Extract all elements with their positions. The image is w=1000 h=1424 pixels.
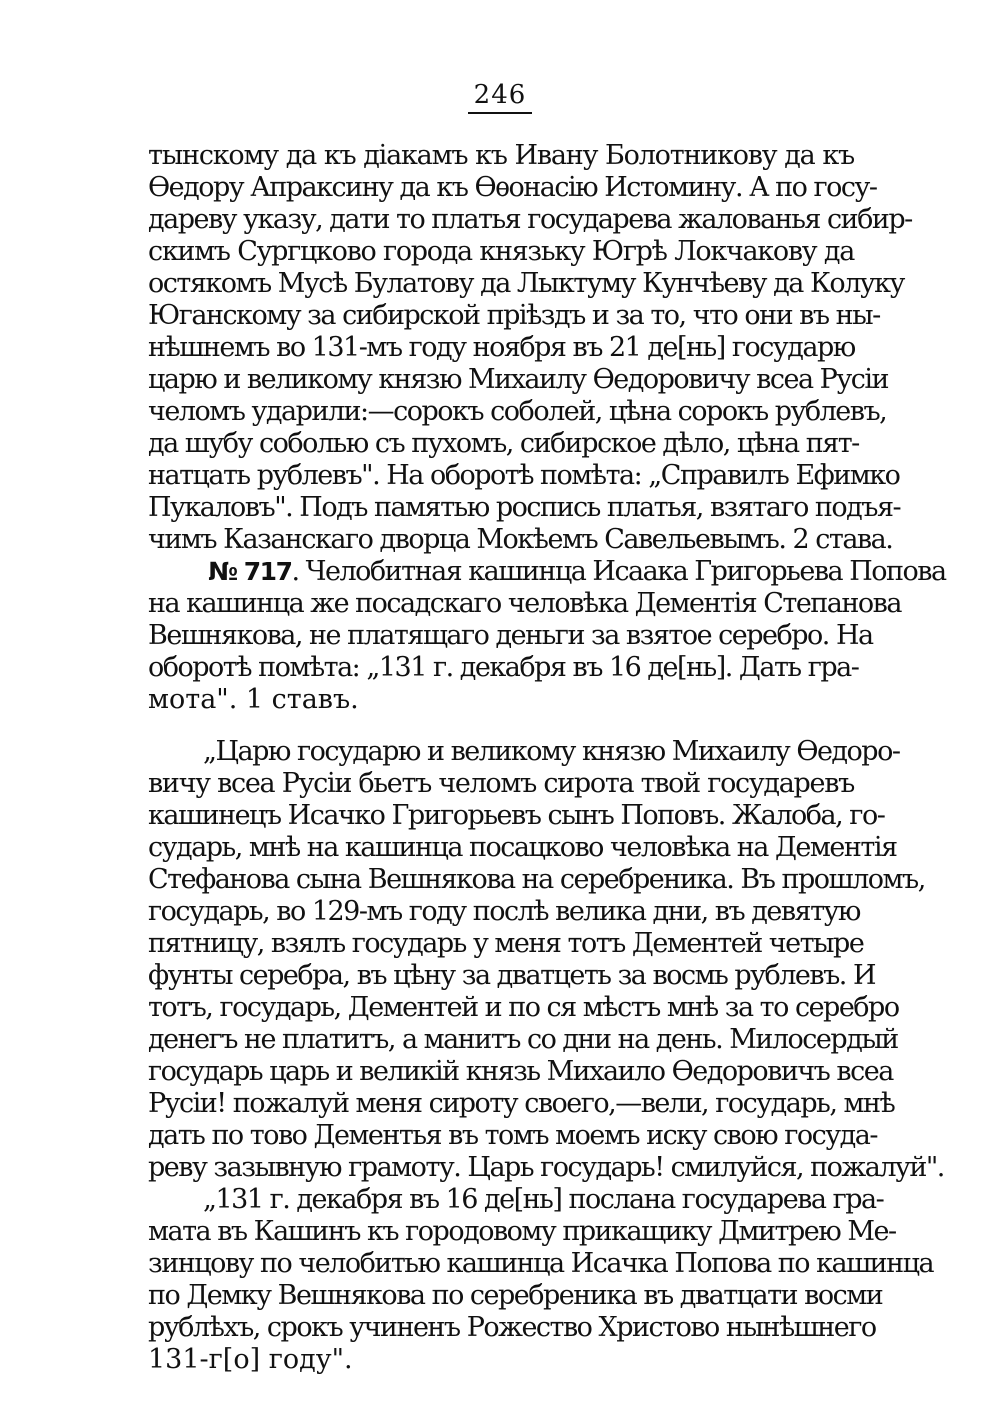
- entry-title: . Челобитная кашинца Исаака Григорьева Попова: [291, 556, 946, 587]
- text-line: натцать рублевъ". На оборотѣ помѣта: „Справилъ Ефимко: [148, 460, 900, 491]
- text-line: дареву указу, дати то платья государева жалованья сибир-: [148, 204, 912, 235]
- text-line: да шубу соболью съ пухомъ, сибирское дѣло, цѣна пят-: [148, 428, 859, 459]
- entry-heading-line: [208, 556, 946, 588]
- text-line: „131 г. декабря въ 16 де[нь] послана государева гра-: [203, 1184, 884, 1215]
- text-line: оборотѣ помѣта: „131 г. декабря въ 16 де[нь]. Дать гра-: [148, 652, 859, 683]
- text-line: мата въ Кашинъ къ городовому прикащику Дмитрею Ме-: [148, 1216, 896, 1247]
- text-line: Вешнякова, не платящаго деньги за взятое серебро. На: [148, 620, 873, 651]
- text-line: пятницу, взялъ государь у меня тотъ Дементей четыре: [148, 928, 864, 959]
- text-line: кашинецъ Исачко Григорьевъ сынъ Поповъ. Жалоба, го-: [148, 800, 885, 831]
- text-line: вичу всеа Русіи бьетъ челомъ сирота твой государевъ: [148, 768, 854, 799]
- text-line: зинцову по челобитью кашинца Исачка Попова по кашинца: [148, 1248, 934, 1279]
- text-line: Юганскому за сибирской пріѣздъ и за то, что они въ ны-: [148, 300, 880, 331]
- text-line: реву зазывную грамоту. Царь государь! смилуйся, пожалуй".: [148, 1152, 944, 1183]
- text-line: Пукаловъ". Подъ памятью роспись платья, взятаго подъя-: [148, 492, 901, 523]
- text-line: сударь, мнѣ на кашинца посацково человѣка на Дементія: [148, 832, 897, 863]
- text-line: фунты серебра, въ цѣну за дватцеть за восмь рублевъ. И: [148, 960, 875, 991]
- text-line: по Демку Вешнякова по серебреника въ дватцати восми: [148, 1280, 883, 1311]
- text-line: мота". 1 ставъ.: [148, 684, 359, 715]
- text-line: тотъ, государь, Дементей и по ся мѣстъ мнѣ за то серебро: [148, 992, 899, 1023]
- text-line: государь царь и великій князь Михаило Ѳедоровичъ всеа: [148, 1056, 893, 1087]
- text-line: царю и великому князю Михаилу Ѳедоровичу всеа Русіи: [148, 364, 888, 395]
- text-line: Стефанова сына Вешнякова на серебреника. Въ прошломъ,: [148, 864, 925, 895]
- text-line: денегъ не платитъ, а манитъ со дни на день. Милосердый: [148, 1024, 898, 1055]
- text-line: на кашинца же посадскаго человѣка Дементія Степанова: [148, 588, 901, 619]
- text-line: скимъ Сургцково города князьку Югрѣ Локчакову да: [148, 236, 854, 267]
- text-line: „Царю государю и великому князю Михаилу Ѳедоро-: [203, 736, 900, 767]
- text-line: 131-г[о] году".: [148, 1344, 353, 1375]
- text-line: рублѣхъ, срокъ учиненъ Рожество Христово нынѣшнего: [148, 1312, 876, 1343]
- text-line: чимъ Казанскаго дворца Мокѣемъ Савельевымъ. 2 става.: [148, 524, 893, 555]
- text-line: государь, во 129-мъ году послѣ велика дни, въ девятую: [148, 896, 860, 927]
- text-line: Русіи! пожалуй меня сироту своего,—вели, государь, мнѣ: [148, 1088, 895, 1119]
- text-line: челомъ ударили:—сорокъ соболей, цѣна сорокъ рублевъ,: [148, 396, 887, 427]
- text-line: остякомъ Мусѣ Булатову да Лыктуму Кунчѣеву да Колуку: [148, 268, 904, 299]
- entry-number: № 717: [208, 557, 292, 586]
- text-line: Ѳедору Апраксину да къ Ѳѳонасію Истомину. А по госу-: [148, 172, 877, 203]
- text-line: дать по тово Дементья въ томъ моемъ иску свою госуда-: [148, 1120, 877, 1151]
- text-line: тынскому да къ діакамъ къ Ивану Болотникову да къ: [148, 140, 854, 171]
- page-number-text: 246: [468, 80, 533, 114]
- text-line: нѣшнемъ во 131-мъ году ноября въ 21 де[нь] государю: [148, 332, 855, 363]
